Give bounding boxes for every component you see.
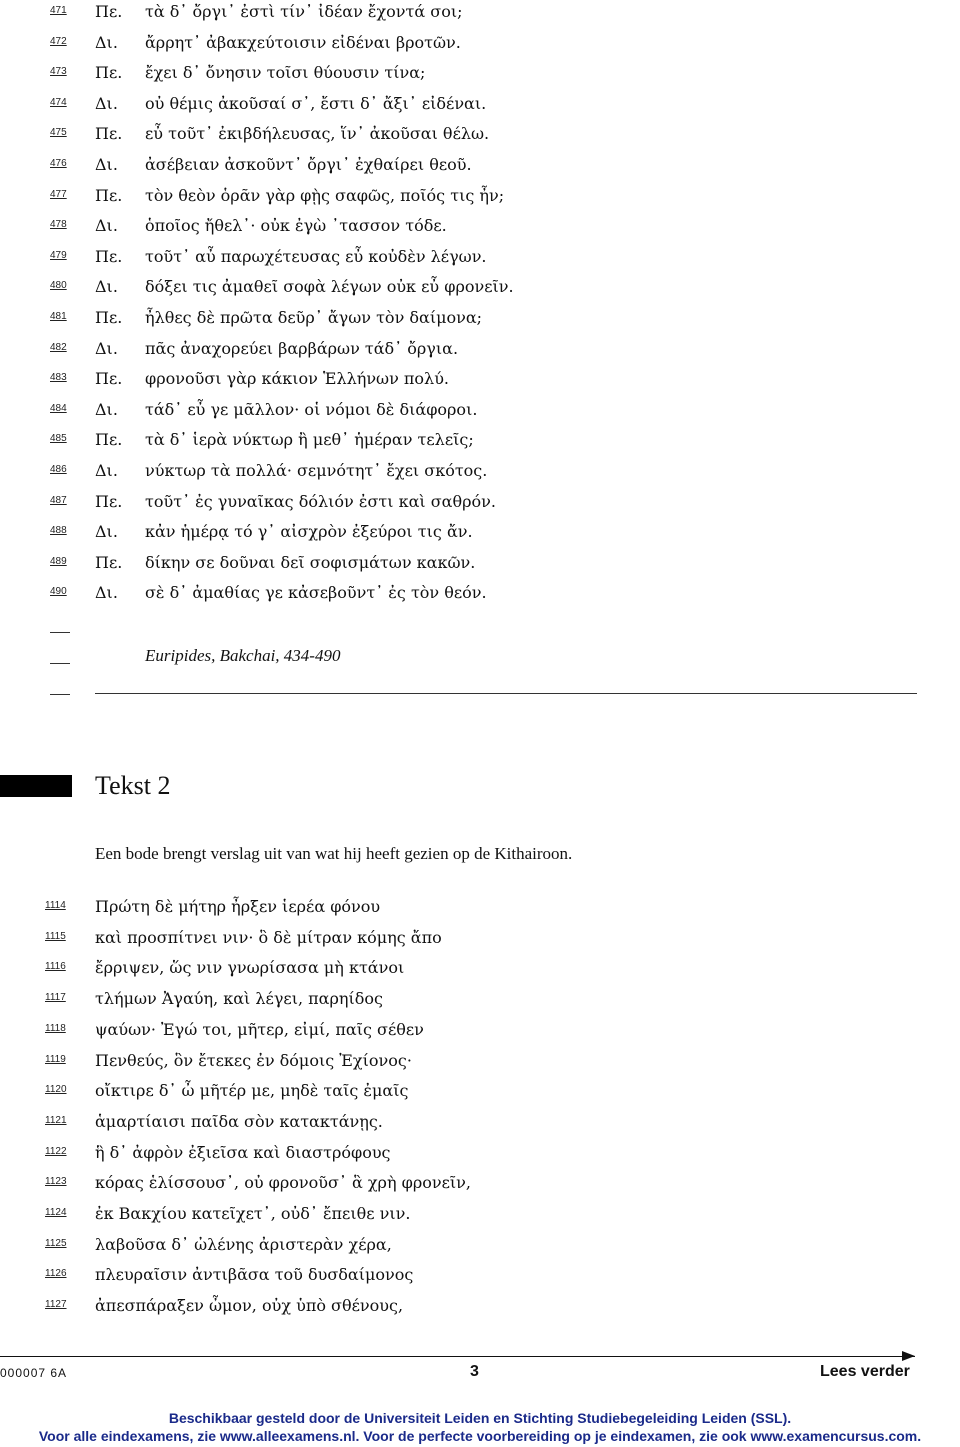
speaker-label: Δι. [95, 461, 118, 480]
verse-line: ἀπεσπάραξεν ὦμον, οὐχ ὑπὸ σθένους, [95, 1296, 404, 1316]
speaker-label: Δι. [95, 32, 118, 52]
verse-line: ἁμαρτίαισι παῖδα σὸν κατακτάνῃς. [95, 1111, 383, 1131]
separator-dash [50, 694, 70, 695]
verse-line: τοῦτ᾽ αὖ παρωχέτευσας εὖ κοὐδὲν λέγων. [145, 246, 487, 266]
line-number: 1123 [45, 1176, 67, 1188]
speaker-label: Δι. [95, 583, 118, 603]
verse-line: ἄρρητ᾽ ἀβακχεύτοισιν εἰδέναι βροτῶν. [145, 32, 461, 52]
verse-line: Πρώτη δὲ μήτηρ ἦρξεν ἱερέα φόνου [95, 897, 381, 916]
line-number: 473 [50, 66, 67, 78]
speaker-label: Πε. [95, 369, 123, 389]
verse-line: ψαύων· Ἐγώ τοι, μῆτερ, εἰμί, παῖς σέθεν [95, 1019, 424, 1039]
verse-line: εὖ τοῦτ᾽ ἐκιβδήλευσας, ἵν᾽ ἀκοῦσαι θέλω. [145, 124, 490, 144]
verse-line: ἣ δ᾽ ἀφρὸν ἐξιεῖσα καὶ διαστρόφους [95, 1142, 391, 1162]
line-number: 1127 [45, 1299, 67, 1311]
line-number: 486 [50, 464, 67, 475]
speaker-label: Πε. [95, 552, 123, 572]
line-number: 487 [50, 494, 67, 506]
credit-line-2: Voor alle eindexamens, zie www.alleexamens.nl. Voor de perfecte voorbereiding op je eindexamen, zie ook www.examencursus.com. [38, 1428, 922, 1444]
verse-line: ἀσέβειαν ἀσκοῦντ᾽ ὄργι᾽ ἐχθαίρει θεοῦ. [145, 155, 472, 174]
line-number: 1118 [45, 1022, 66, 1034]
verse-line: κἀν ἡμέρᾳ τό γ᾽ αἰσχρὸν ἐξεύροι τις ἄν. [145, 522, 473, 542]
verse-line: νύκτωρ τὰ πολλά· σεμνότητ᾽ ἔχει σκότος. [145, 461, 488, 480]
arrow-right-icon [902, 1351, 915, 1361]
line-number: 1120 [45, 1084, 67, 1096]
verse-line: ὁποῖος ἤθελ᾽· οὐκ ἐγὼ ᾽τασσον τόδε. [145, 216, 447, 236]
speaker-label: Πε. [95, 430, 123, 450]
verse-line: πᾶς ἀναχορεύει βαρβάρων τάδ᾽ ὄργια. [145, 338, 459, 358]
verse-line: τάδ᾽ εὖ γε μᾶλλον· οἱ νόμοι δὲ διάφοροι. [145, 399, 478, 419]
speaker-label: Δι. [95, 522, 118, 542]
exam-code: 000007 6A [0, 1366, 68, 1380]
line-number: 1116 [45, 961, 66, 973]
speaker-label: Δι. [95, 93, 118, 113]
section-marker-bar [0, 775, 72, 797]
line-number: 488 [50, 525, 67, 537]
line-number: 490 [50, 586, 67, 598]
line-number: 489 [50, 555, 67, 567]
speaker-label: Δι. [95, 216, 118, 236]
verse-line: καὶ προσπίτνει νιν· ὃ δὲ μίτραν κόμης ἄπο [95, 927, 442, 947]
verse-line: ἐκ Βακχίου κατεῖχετ᾽, οὐδ᾽ ἔπειθε νιν. [95, 1204, 411, 1223]
line-number: 1124 [45, 1207, 67, 1218]
verse-line: τὰ δ᾽ ὄργι᾽ ἐστὶ τίν᾽ ἰδέαν ἔχοντά σοι; [145, 2, 463, 21]
credit-line-1: Beschikbaar gesteld door de Universiteit Leiden en Stichting Studiebegeleiding Leiden (SSL). [168, 1410, 792, 1426]
separator-dash [50, 663, 70, 664]
horizontal-rule [95, 693, 917, 694]
speaker-label: Πε. [95, 491, 123, 511]
verse-line: δίκην σε δοῦναι δεῖ σοφισμάτων κακῶν. [145, 552, 476, 572]
page-number: 3 [470, 1363, 479, 1380]
separator-dash [50, 632, 70, 633]
line-number: 476 [50, 158, 67, 169]
verse-line: τὰ δ᾽ ἱερὰ νύκτωρ ἢ μεθ᾽ ἡμέραν τελεῖς; [145, 430, 474, 450]
line-number: 471 [50, 5, 67, 16]
line-number: 474 [50, 96, 67, 108]
verse-line: οἴκτιρε δ᾽ ὦ μῆτέρ με, μηδὲ ταῖς ἐμαῖς [95, 1081, 409, 1101]
line-number: 482 [50, 341, 67, 353]
verse-line: τὸν θεὸν ὁρᾶν γὰρ φῂς σαφῶς, ποῖός τις ἦν; [145, 185, 505, 205]
verse-line: οὐ θέμις ἀκοῦσαί σ᾽, ἔστι δ᾽ ἄξι᾽ εἰδέναι. [145, 93, 487, 113]
line-number: 477 [50, 188, 67, 200]
line-number: 1125 [45, 1237, 67, 1249]
line-number: 475 [50, 127, 67, 139]
source-citation: Euripides, Bakchai, 434-490 [145, 646, 341, 665]
verse-line: Πενθεύς, ὃν ἔτεκες ἐν δόμοις Ἐχίονος· [95, 1050, 412, 1070]
verse-line: τλήμων Ἀγαύη, καὶ λέγει, παρηίδος [95, 989, 383, 1009]
continue-label: Lees verder [820, 1363, 910, 1380]
line-number: 483 [50, 372, 67, 384]
intro-text: Een bode brengt verslag uit van wat hij heeft gezien op de Kithairoon. [95, 844, 573, 863]
speaker-label: Δι. [95, 277, 118, 297]
line-number: 1126 [45, 1268, 67, 1280]
speaker-label: Πε. [95, 63, 123, 83]
section-heading: Tekst 2 [95, 771, 171, 800]
line-number: 1119 [45, 1053, 66, 1065]
line-number: 485 [50, 433, 67, 445]
verse-line: ἔρριψεν, ὥς νιν γνωρίσασα μὴ κτάνοι [95, 958, 405, 978]
speaker-label: Πε. [95, 124, 123, 144]
line-number: 1117 [45, 992, 66, 1004]
speaker-label: Πε. [95, 308, 123, 327]
verse-line: κόρας ἑλίσσουσ᾽, οὐ φρονοῦσ᾽ ἃ χρὴ φρονεῖν, [95, 1173, 471, 1193]
line-number: 472 [50, 35, 67, 47]
footer-rule [0, 1356, 915, 1357]
line-number: 480 [50, 280, 67, 292]
verse-line: τοῦτ᾽ ἐς γυναῖκας δόλιόν ἐστι καὶ σαθρόν. [145, 491, 496, 511]
line-number: 481 [50, 311, 67, 322]
verse-line: φρονοῦσι γὰρ κάκιον Ἑλλήνων πολύ. [145, 369, 450, 389]
line-number: 1115 [45, 930, 66, 942]
speaker-label: Πε. [95, 246, 123, 266]
line-number: 1122 [45, 1145, 67, 1157]
line-number: 478 [50, 219, 67, 231]
speaker-label: Πε. [95, 185, 123, 205]
verse-line: λαβοῦσα δ᾽ ὠλένης ἀριστερὰν χέρα, [95, 1234, 392, 1254]
verse-line: σὲ δ᾽ ἀμαθίας γε κἀσεβοῦντ᾽ ἐς τὸν θεόν. [145, 583, 487, 603]
speaker-label: Πε. [95, 2, 123, 21]
speaker-label: Δι. [95, 338, 118, 358]
line-number: 479 [50, 249, 67, 261]
speaker-label: Δι. [95, 399, 118, 419]
verse-line: ἔχει δ᾽ ὄνησιν τοῖσι θύουσιν τίνα; [145, 63, 426, 83]
line-number: 1121 [45, 1114, 67, 1126]
verse-line: ἦλθες δὲ πρῶτα δεῦρ᾽ ἄγων τὸν δαίμονα; [145, 308, 483, 327]
verse-line: δόξει τις ἀμαθεῖ σοφὰ λέγων οὐκ εὖ φρονεῖν. [145, 277, 514, 297]
line-number: 484 [50, 402, 67, 414]
verse-line: πλευραῖσιν ἀντιβᾶσα τοῦ δυσδαίμονος [95, 1265, 414, 1285]
line-number: 1114 [45, 900, 66, 911]
speaker-label: Δι. [95, 155, 118, 174]
